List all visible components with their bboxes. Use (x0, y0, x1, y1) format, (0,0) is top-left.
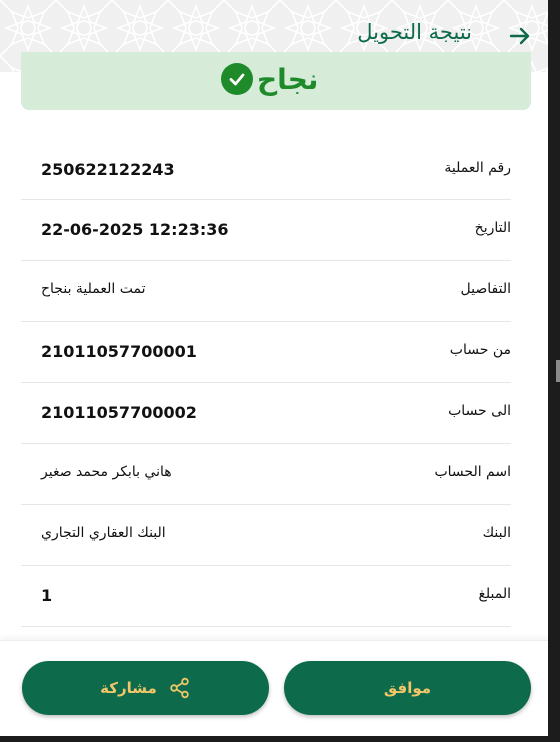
action-footer (0, 640, 548, 736)
detail-label: المبلغ (478, 586, 511, 602)
share-button-label: مشاركة (100, 679, 157, 697)
scrollbar-handle[interactable] (556, 360, 560, 382)
transaction-details (21, 140, 511, 627)
detail-value: 21011057700001 (41, 342, 197, 361)
detail-value: 21011057700002 (41, 403, 197, 422)
detail-row-from-account (21, 322, 511, 383)
detail-value: 250622122243 (41, 160, 175, 179)
status-banner (21, 52, 531, 110)
window-edge-bottom (0, 736, 560, 742)
detail-label: التفاصيل (460, 281, 511, 297)
detail-label: اسم الحساب (434, 464, 511, 480)
detail-value: هاني بابكر محمد صغير (41, 464, 172, 480)
detail-row-to-account (21, 383, 511, 444)
ok-button[interactable] (284, 661, 531, 715)
check-circle-icon (221, 63, 253, 95)
ok-button-label: موافق (383, 679, 432, 697)
detail-label: التاريخ (474, 220, 511, 236)
detail-label: البنك (482, 525, 511, 541)
page-title: نتيجة التحويل (357, 20, 472, 44)
detail-row-details (21, 261, 511, 322)
detail-value: 22-06-2025 12:23:36 (41, 220, 229, 239)
detail-row-bank (21, 505, 511, 566)
status-text: نجاح (257, 62, 319, 96)
detail-value: تمت العملية بنجاح (41, 281, 146, 297)
detail-value: 1 (41, 586, 53, 605)
detail-row-amount (21, 566, 511, 627)
detail-row-account-name (21, 444, 511, 505)
detail-label: رقم العملية (444, 160, 511, 176)
share-icon (169, 677, 191, 699)
detail-value: البنك العقاري التجاري (41, 525, 166, 541)
share-button[interactable] (22, 661, 269, 715)
detail-row-date (21, 200, 511, 261)
arrow-right-icon (508, 24, 532, 48)
detail-label: الى حساب (448, 403, 511, 419)
detail-label: من حساب (449, 342, 511, 358)
detail-row-transaction-number (21, 140, 511, 200)
back-button[interactable] (508, 24, 532, 48)
